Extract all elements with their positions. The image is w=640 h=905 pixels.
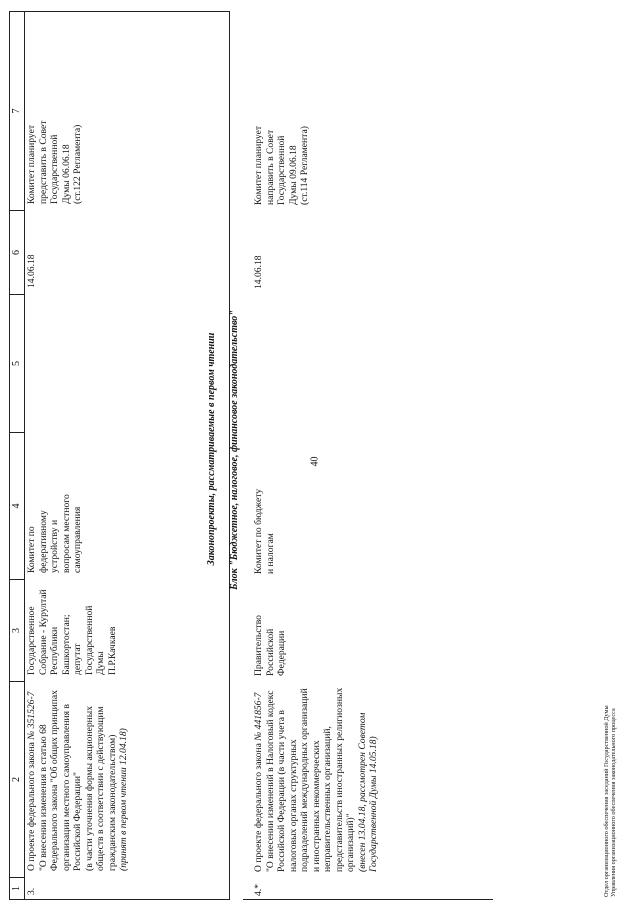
bill-title-prefix: О проекте федерального закона — [26, 739, 37, 871]
bill-description — [253, 676, 380, 872]
responsible-committee: Комитет по бюджету и налогам — [253, 488, 276, 574]
column-3-header: 3 — [10, 579, 24, 681]
column-1-header: 1 — [10, 877, 24, 899]
consideration-date: 14.06.18 — [26, 254, 37, 288]
committee-plan: Комитет планирует направить в Совет Государственной Думы 09.06.18 (ст.114 Регламента) — [253, 125, 310, 205]
column-4-header: 4 — [10, 432, 24, 579]
agenda-table — [9, 11, 230, 900]
page-number: 40 — [309, 456, 321, 467]
bill-status-note: (принят в первом чтении 12.04.18) — [118, 728, 129, 871]
footer-note: Отдел организационного обеспечения заседаний Государственной Думы Управления организационного обеспечения законодательного процесса — [603, 705, 617, 897]
column-number-row — [9, 12, 25, 899]
column-6-header: 6 — [10, 210, 24, 294]
bill-status-note: (внесен 13.04.18, рассмотрен Советом Государственной Думы 14.05.18) — [356, 712, 379, 872]
responsible-committee: Комитет по федеративному устройству и вопросам местного самоуправления — [26, 494, 83, 573]
bill-number: № 441856-7 — [253, 692, 264, 741]
bill-body: "О внесении изменений в Налоговый кодекс Российской Федерации (в части учета в налоговых органах структурных подразделений международных организаций и иностранных некоммерческих неправительственных организаций, представительств иностранных религиозных организаций)" — [264, 687, 356, 872]
bill-title-prefix: О проекте федерального закона — [253, 740, 264, 872]
bill-body: "О внесении изменения в статью 68 Федерального закона "Об общих принципах организации местного самоуправления в Российской Федерации" (в части уточнения формы акционерных обществ в соответствии с действующим гражданским законодательством) — [37, 690, 118, 871]
bill-number: № 351526-7 — [26, 691, 37, 740]
column-2-header: 2 — [10, 681, 24, 877]
row-number: 3. — [26, 887, 37, 895]
table-border-left — [243, 899, 493, 900]
bill-author: Правительство Российской Федерации — [253, 615, 287, 676]
committee-plan: Комитет планирует представить в Совет Государственной Думы 06.06.18 (ст.122 Регламента) — [26, 120, 83, 204]
section-title: Законопроекты, рассматриваемые в первом чтении — [206, 332, 217, 566]
bill-description — [26, 683, 130, 871]
consideration-date: 14.06.18 — [253, 255, 264, 289]
column-5-header: 5 — [10, 294, 24, 432]
row-number: 4.* — [253, 884, 264, 896]
bill-author: Государственное Собрание - Курултай Республики Башкортостан; депутат Государственной Думы П.Р.Качкаев — [26, 589, 118, 675]
block-title: Блок "Бюджетное, налоговое, финансовое законодательство" — [229, 310, 240, 590]
column-7-header: 7 — [11, 108, 22, 114]
